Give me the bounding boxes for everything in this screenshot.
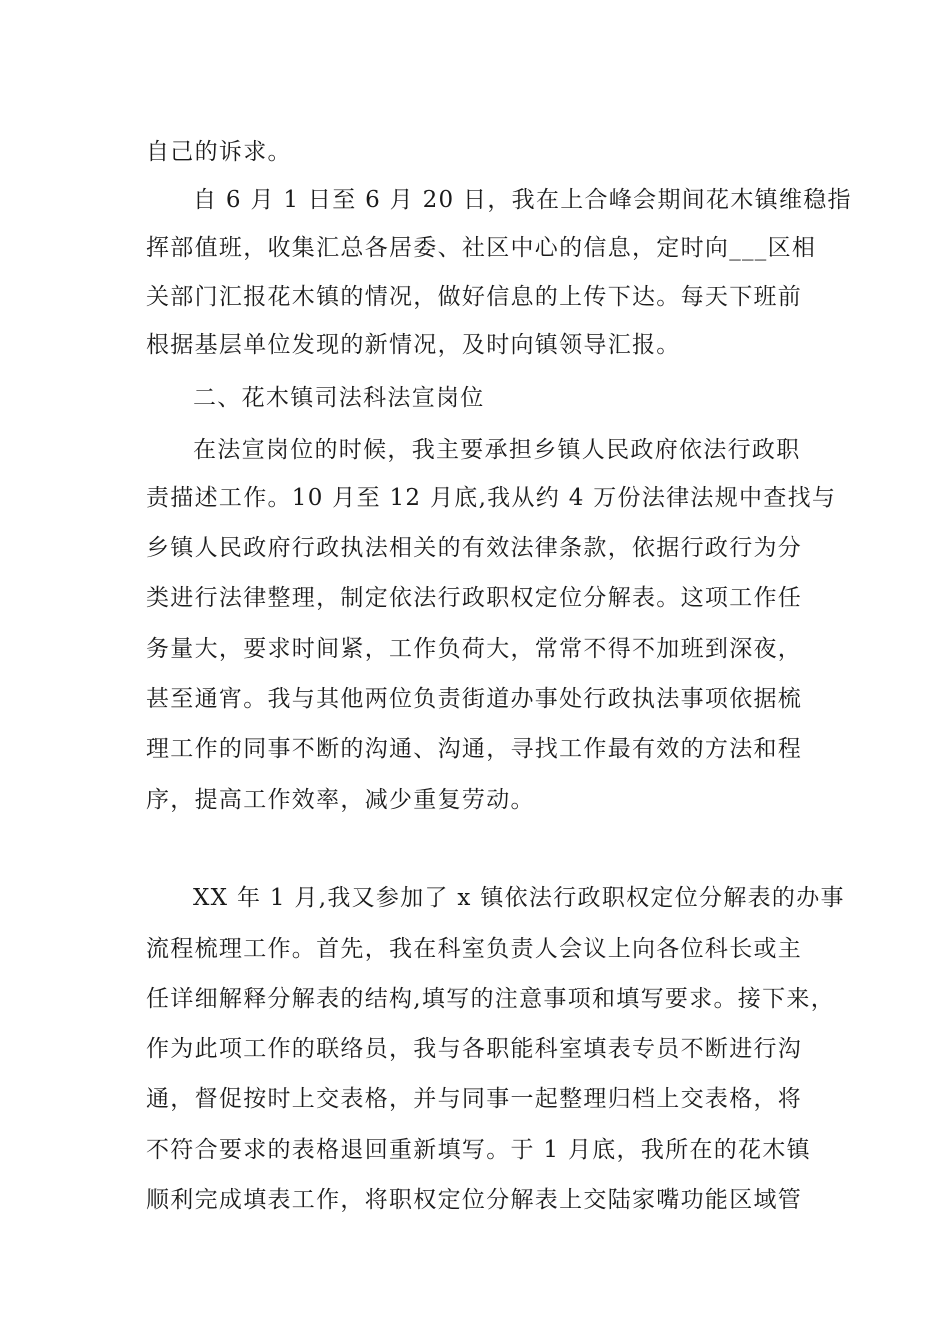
paragraph-start-line: 在法宣岗位的时候，我主要承担乡镇人民政府依法行政职 (193, 437, 801, 463)
text-line: 任详细解释分解表的结构,填写的注意事项和填写要求。接下来， (146, 986, 836, 1012)
text-line: 序，提高工作效率，减少重复劳动。 (146, 787, 535, 813)
text-line: 不符合要求的表格退回重新填写。于 1 月底，我所在的花木镇 (146, 1137, 811, 1163)
text-line: 理工作的同事不断的沟通、沟通，寻找工作最有效的方法和程 (146, 736, 803, 762)
text-line: 乡镇人民政府行政执法相关的有效法律条款，依据行政行为分 (146, 535, 803, 561)
text-line: 作为此项工作的联络员，我与各职能科室填表专员不断进行沟 (146, 1036, 803, 1062)
text-line: 责描述工作。10 月至 12 月底,我从约 4 万份法律法规中查找与 (146, 485, 837, 511)
text-line: 根据基层单位发现的新情况，及时向镇领导汇报。 (146, 332, 681, 358)
paragraph-start-line: 自 6 月 1 日至 6 月 20 日，我在上合峰会期间花木镇维稳指 (193, 187, 852, 213)
text-line: 通，督促按时上交表格，并与同事一起整理归档上交表格，将 (146, 1086, 803, 1112)
text-line: 类进行法律整理，制定依法行政职权定位分解表。这项工作任 (146, 585, 803, 611)
section-heading: 二、花木镇司法科法宣岗位 (193, 385, 485, 411)
text-line: 甚至通宵。我与其他两位负责街道办事处行政执法事项依据梳 (146, 686, 803, 712)
paragraph-start-line: XX 年 1 月,我又参加了 x 镇依法行政职权定位分解表的办事 (193, 885, 845, 911)
text-line: 流程梳理工作。首先，我在科室负责人会议上向各位科长或主 (146, 936, 803, 962)
text-line: 关部门汇报花木镇的情况，做好信息的上传下达。每天下班前 (146, 284, 803, 310)
text-line: 务量大，要求时间紧，工作负荷大，常常不得不加班到深夜， (146, 636, 803, 662)
text-line: 挥部值班，收集汇总各居委、社区中心的信息，定时向___区相 (146, 235, 817, 261)
text-line: 自己的诉求。 (146, 139, 292, 165)
text-line: 顺利完成填表工作，将职权定位分解表上交陆家嘴功能区域管 (146, 1187, 803, 1213)
